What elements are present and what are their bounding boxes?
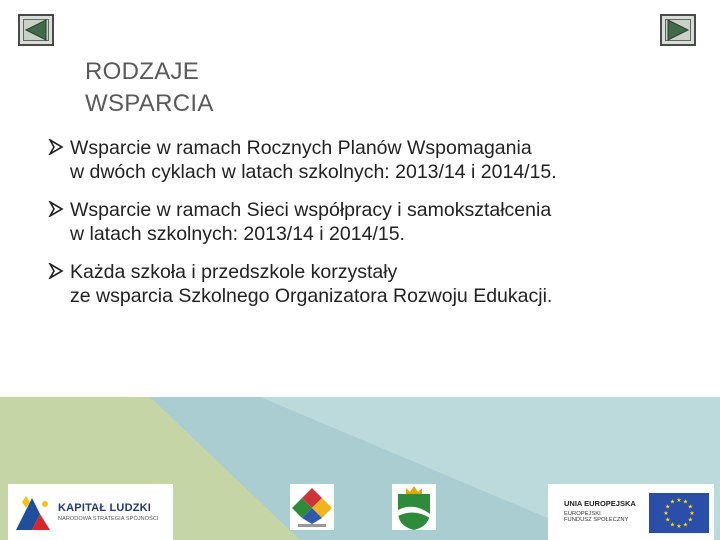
- kapital-ludzki-subtitle: NARODOWA STRATEGIA SPÓJNOŚCI: [58, 516, 159, 522]
- eu-star-icon: ★: [669, 522, 676, 529]
- bullet-item: [48, 198, 708, 246]
- arrow-bullet-icon: [48, 201, 64, 217]
- eu-text: [564, 499, 644, 523]
- kapital-ludzki-emblem-icon: [12, 492, 54, 534]
- eu-star-icon: ★: [663, 511, 669, 517]
- bullet-text-line-1: Wsparcie w ramach Sieci współpracy i samokształcenia: [70, 199, 552, 221]
- eu-star-icon: ★: [689, 511, 695, 517]
- bullet-text-line-2: ze wsparcia Szkolnego Organizatora Rozwoju Edukacji.: [70, 285, 553, 307]
- arrow-bullet-icon: [48, 139, 64, 155]
- bullet-text-line-1: Każda szkoła i przedszkole korzystały: [70, 261, 398, 283]
- kapital-ludzki-logo: [8, 484, 173, 540]
- bullet-text-line-2: w dwóch cyklach w latach szkolnych: 2013/14 i 2014/15.: [70, 161, 557, 183]
- eu-star-icon: ★: [687, 504, 693, 511]
- eu-line-2: EUROPEJSKI: [564, 511, 601, 517]
- bullet-text-line-1: Wsparcie w ramach Rocznych Planów Wspomagania: [70, 137, 532, 159]
- coat-of-arms-logo: [392, 484, 436, 530]
- previous-slide-button[interactable]: [18, 14, 54, 46]
- title-line-2: WSPARCIA: [85, 90, 214, 117]
- triangle-right-icon: [662, 16, 694, 44]
- bullet-text-line-2: w latach szkolnych: 2013/14 i 2014/15.: [70, 223, 405, 245]
- title-line-1: RODZAJE: [85, 58, 200, 85]
- eu-line-3: FUNDUSZ SPOŁECZNY: [564, 517, 629, 523]
- eu-stars: [649, 493, 709, 533]
- eu-star-icon: ★: [665, 504, 671, 511]
- kapital-ludzki-name: KAPITAŁ LUDZKI: [58, 502, 152, 514]
- bullet-item: [48, 136, 708, 184]
- kapital-ludzki-text: [58, 502, 159, 522]
- triangle-left-icon: [20, 16, 52, 44]
- eu-star-icon: ★: [682, 499, 689, 506]
- bullet-item: [48, 260, 708, 308]
- eu-line-1: UNIA EUROPEJSKA: [564, 499, 636, 508]
- eu-star-icon: ★: [665, 517, 671, 524]
- eu-star-icon: ★: [687, 517, 693, 524]
- arrow-bullet-icon: [48, 263, 64, 279]
- next-slide-button[interactable]: [660, 14, 696, 46]
- eu-star-icon: ★: [669, 499, 676, 506]
- eu-star-icon: ★: [682, 522, 689, 529]
- bullet-list: [48, 136, 708, 322]
- eu-star-icon: ★: [676, 524, 682, 530]
- eu-social-fund-logo: [548, 484, 714, 540]
- eu-flag-icon: [649, 493, 709, 533]
- eu-star-icon: ★: [676, 498, 682, 504]
- slide-title: [85, 56, 385, 120]
- sore-program-logo: [290, 484, 334, 530]
